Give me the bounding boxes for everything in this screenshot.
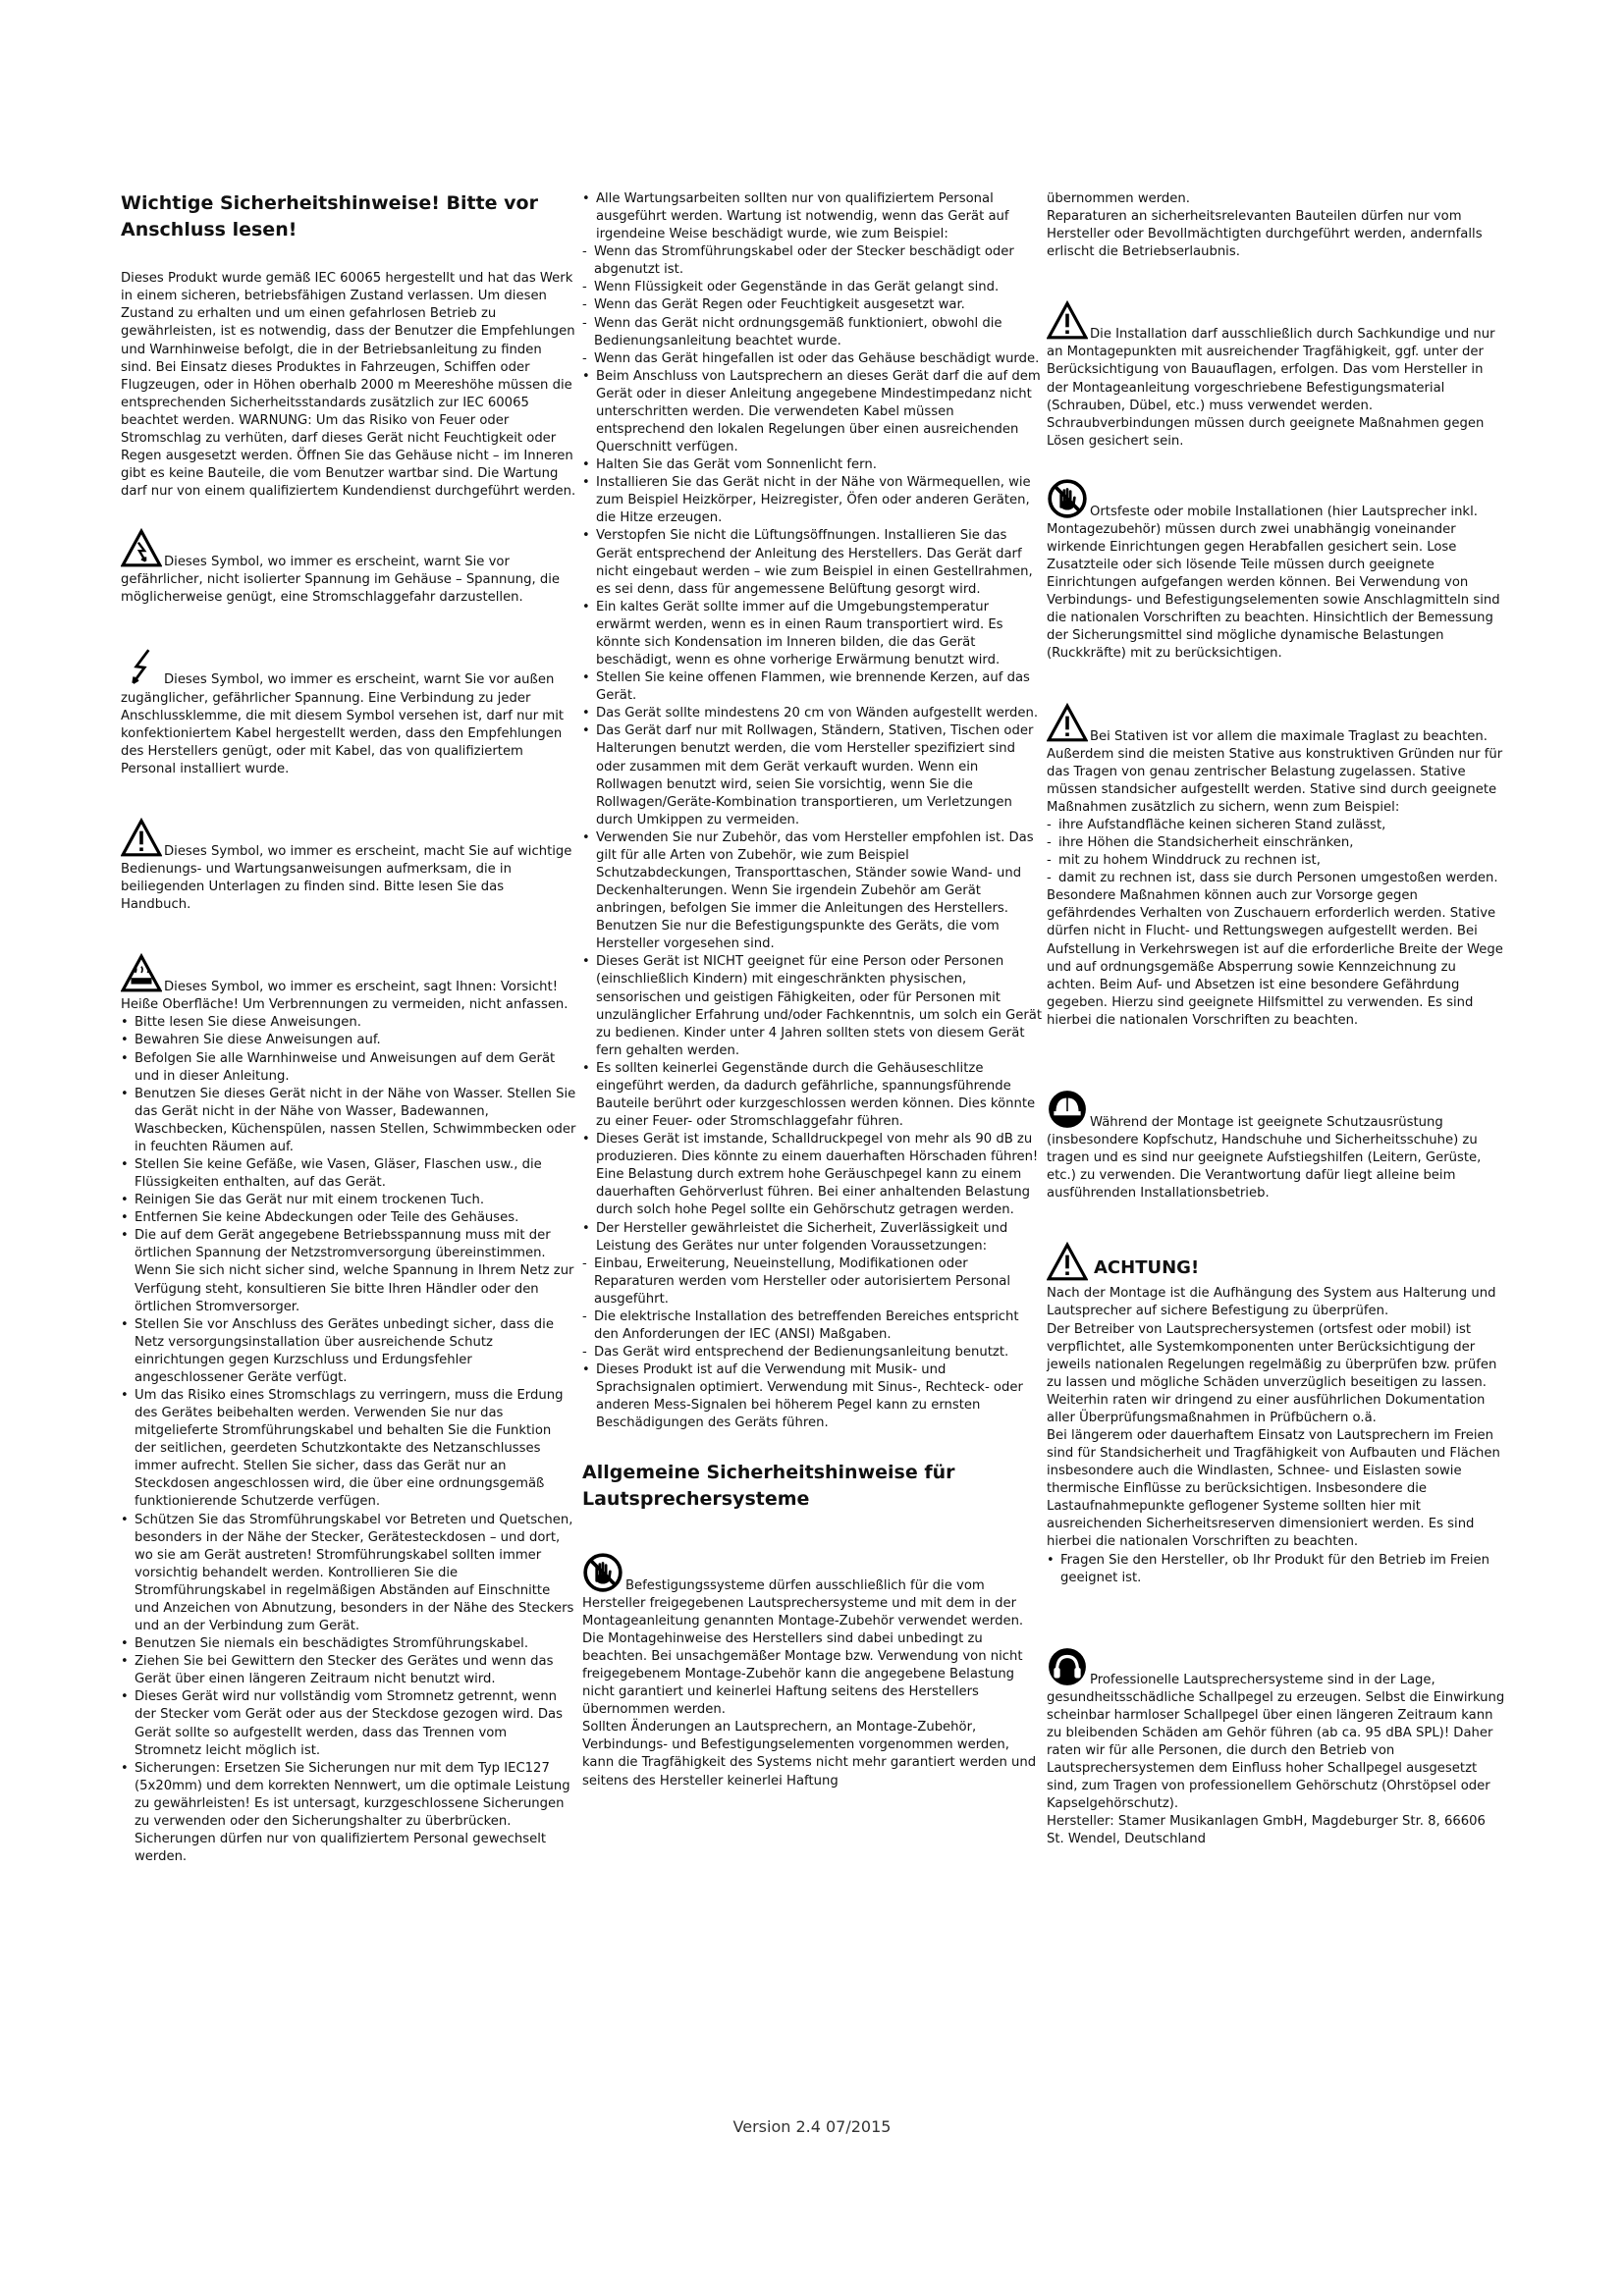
achtung-title: ACHTUNG! — [1094, 1257, 1200, 1279]
list-item: • Reinigen Sie das Gerät nur mit einem trockenen Tuch. — [121, 1192, 576, 1209]
stands-conditions-list — [1047, 817, 1506, 887]
list-item: • Verstopfen Sie nicht die Lüftungsöffnungen. Installieren Sie das Gerät entsprechend der Anleitung des Herstellers. Das Gerät darf nicht eingebaut werden – wie zum Beispiel in einen Gestellrahmen, es sei denn, dass für angemessene Belüftung gesorgt wird. — [582, 527, 1042, 598]
list-item: - Die elektrische Installation des betreffenden Bereiches entspricht den Anforderungen der IEC (ANSI) Maßgaben. — [582, 1308, 1042, 1344]
column-middle — [582, 190, 1042, 1790]
list-item: - ihre Aufstandfläche keinen sicheren Stand zulässt, — [1047, 817, 1506, 834]
list-item: • Sicherungen: Ersetzen Sie Sicherungen nur mit dem Typ IEC127 (5x20mm) und dem korrekten Nennwert, um die optimale Leistung zu gewährleisten! Es ist untersagt, kurzgeschlossene Sicherungen zu verwenden oder den Sicherungshalter zu überbrücken. Sicherungen dürfen nur von qualifiziertem Personal gewechselt werden. — [121, 1760, 576, 1866]
symbol-hot-text: Dieses Symbol, wo immer es erscheint, sagt Ihnen: Vorsicht! Heiße Oberfläche! Um Verbrennungen zu vermeiden, nicht anfassen. — [121, 980, 568, 1013]
electric-shock-warning-icon — [121, 528, 162, 569]
achtung-heading — [1047, 1242, 1506, 1285]
symbol-hot-block — [121, 953, 576, 1014]
installation-text: Die Installation darf ausschließlich durch Sachkundige und nur an Montagepunkten mit ausreichender Tragfähigkeit, ggf. unter der Berücksichtigung von Bauauflagen, erfolgen. Das vom Hersteller in der Montageanleitung vorgeschriebene Befestigungsmaterial (Schrauben, Dübel, etc.) muss verwendet werden. Schraubverbindungen müssen durch geeignete Maßnahmen gegen Lösen gesichert sein. — [1047, 327, 1495, 449]
mounting-text: Befestigungssysteme dürfen ausschließlich für die vom Hersteller freigegebenen Lautsprechersysteme und mit dem in der Montageanleitung genannten Montage-Zubehör verwendet werden. Die Montagehinweise des Herstellers sind dabei unbedingt zu beachten. Bei unsachgemäßer Montage bzw. Verwendung von nicht freigegebenem Montage-Zubehör kann die angegebene Belastung nicht garantiert und keinerlei Haftung seitens des Herstellers übernommen werden. — [582, 1577, 1024, 1718]
symbol-bolt-block — [121, 646, 576, 777]
version-footer: Version 2.4 07/2015 — [732, 2117, 892, 2136]
symbol-voltage-block — [121, 528, 576, 607]
spl-text: Professionelle Lautsprechersysteme sind in der Lage, gesundheitsschädliche Schallpegel zu erzeugen. Selbst die Einwirkung scheinbar harmloser Schallpegel über einen längeren Zeitraum kann zu bleibenden Schäden am Gehör führen (ab ca. 95 dBA SPL)! Daher raten wir für alle Personen, die durch den Betrieb von Lautsprechersystemen dem Einfluss hoher Schallpegel ausgesetzt sind, zum Tragen von professionellem Gehörschutz (Ohrstöpsel oder Kapselgehörschutz). — [1047, 1672, 1505, 1812]
list-item: • Es sollten keinerlei Gegenstände durch die Gehäuseschlitze eingeführt werden, da dadurch gefährliche, spannungsführende Bauteile berührt oder kurzgeschlossen werden können. Dies könnte zu einer Feuer- oder Stromschlaggefahr führen. — [582, 1060, 1042, 1131]
helmet-icon — [1047, 1089, 1088, 1130]
exclamation-warning-icon — [121, 818, 162, 859]
list-item: • Stellen Sie vor Anschluss des Gerätes unbedingt sicher, dass die Netz versorgungsinstallation über ausreichende Schutz einrichtungen gegen Kurzschluss und Erdungsfehler angeschlossener Geräte verfügt. — [121, 1316, 576, 1387]
list-item: • Bitte lesen Sie diese Anweisungen. — [121, 1014, 576, 1032]
stands-block — [1047, 703, 1506, 817]
hot-surface-warning-icon — [121, 953, 162, 994]
intro-paragraph: Dieses Produkt wurde gemäß IEC 60065 hergestellt und hat das Werk in einem sicheren, betriebsfähigen Zustand verlassen. Um diesen Zustand zu erhalten und um einen gefahrlosen Betrieb zu gewährleisten, ist es notwendig, dass der Benutzer die Empfehlungen und Warnhinweise befolgt, die in der Betriebsanleitung zu finden sind. Bei Einsatz dieses Produktes in Fahrzeugen, Schiffen oder Flugzeugen, oder in Höhen oberhalb 2000 m Meereshöhe müssen die entsprechenden Sicherheitsstandards zusätzlich zur IEC 60065 beachtet werden. WARNUNG: Um das Risiko von Feuer oder Stromschlag zu verhüten, darf dieses Gerät nicht Feuchtigkeit oder Regen ausgesetzt werden. Öffnen Sie das Gehäuse nicht – im Inneren gibt es keine Bauteile, die vom Benutzer wartbar sind. Die Wartung darf nur von einem qualifiziertem Kundendienst durchgeführt werden. — [121, 271, 576, 500]
mounting-block — [582, 1552, 1042, 1720]
stands-paragraph-2: Besondere Maßnahmen können auch zur Vorsorge gegen gefährdendes Verhalten von Zuschauern erforderlich werden. Stative dürfen nicht in Flucht- und Rettungswegen aufgestellt werden. Bei Aufstellung in Verkehrswegen ist auf die erforderliche Breite der Wege und auf ordnungsgemäße Absperrung sowie Kennzeichnung zu achten. Beim Auf- und Absetzen ist eine besondere Gefährdung gegeben. Hierzu sind geeignete Hilfsmittel zu verwenden. Es sind hierbei die nationalen Vorschriften zu beachten. — [1047, 888, 1503, 1028]
outdoor-paragraph: Bei längerem oder dauerhaftem Einsatz von Lautsprechern im Freien sind für Standsicherheit und Tragfähigkeit von Aufbauten und Flächen insbesondere auch die Windlasten, Schnee- und Eislasten sowie thermische Einflüsse zu berücksichtigen. Insbesondere die Lastaufnahmepunkte geflogener Systeme sollten hier mit ausreichenden Sicherheitsreserven dimensioniert werden. Es sind hierbei die nationalen Vorschriften zu beachten. — [1047, 1427, 1500, 1550]
changes-paragraph: Sollten Änderungen an Lautsprechern, an Montage-Zubehör, Verbindungs- und Befestigungselementen vorgenommen werden, kann die Tragfähigkeit des Systems nicht mehr garantiert werden und seitens des Hersteller keinerlei Haftung — [582, 1720, 1037, 1789]
list-item: - ihre Höhen die Standsicherheit einschränken, — [1047, 834, 1506, 852]
list-item: • Befolgen Sie alle Warnhinweise und Anweisungen auf dem Gerät und in dieser Anleitung. — [121, 1050, 576, 1086]
list-item: • Schützen Sie das Stromführungskabel vor Betreten und Quetschen, besonders in der Nähe der Stecker, Gerätesteckdosen – und dort, wo sie am Gerät austreten! Stromführungskabel sollten immer vorsichtig behandelt werden. Kontrollieren Sie die Stromführungskabel in regelmäßigen Abständen auf Einschnitte und Anzeichen von Abnutzung, besonders in der Nähe des Steckers und an der Verbindung zum Gerät. — [121, 1512, 576, 1636]
list-item: • Das Gerät darf nur mit Rollwagen, Ständern, Stativen, Tischen oder Halterungen benutzt werden, die vom Hersteller spezifiziert sind oder zusammen mit dem Gerät verkauft wurden. Wenn ein Rollwagen benutzt wird, seien Sie vorsichtig, wenn Sie die Rollwagen/Geräte-Kombination transportieren, um Verletzungen durch Umkippen zu vermeiden. — [582, 722, 1042, 828]
list-item: • Die auf dem Gerät angegebene Betriebsspannung muss mit der örtlichen Spannung der Netzstromversorgung übereinstimmen. Wenn Sie sich nicht sicher sind, welche Spannung in Ihrem Netz zur Verfügung steht, konsultieren Sie bitte Ihren Händler oder den örtlichen Stromversorger. — [121, 1227, 576, 1315]
stands-text: Bei Stativen ist vor allem die maximale Traglast zu beachten. Außerdem sind die meisten Stative aus konstruktiven Gründen nur für das Tragen von genau zentrischer Belastung zugelassen. Stative müssen standsicher aufgestellt werden. Stative sind durch geeignete Maßnahmen zusätzlich zu sichern, wenn zum Beispiel: — [1047, 728, 1503, 815]
ear-protection-icon — [1047, 1646, 1088, 1687]
column-left — [121, 190, 576, 1866]
list-item: • Installieren Sie das Gerät nicht in der Nähe von Wärmequellen, wie zum Beispiel Heizkörper, Heizregister, Öfen oder anderen Geräten, die Hitze erzeugen. — [582, 474, 1042, 527]
list-item: • Halten Sie das Gerät vom Sonnenlicht fern. — [582, 456, 1042, 474]
list-item: • Dieses Gerät ist imstande, Schalldruckpegel von mehr als 90 dB zu produzieren. Dies könnte zu einem dauerhaften Hörschaden führen! Eine Belastung durch extrem hohe Geräuschpegel kann zu einem dauerhaften Gehörverlust führen. Bei einer anhaltenden Belastung durch solch hohe Pegel sollte ein Gehörschutz getragen werden. — [582, 1131, 1042, 1219]
list-item: - damit zu rechnen ist, dass sie durch Personen umgestoßen werden. — [1047, 870, 1506, 887]
continued-text: übernommen werden. — [1047, 191, 1190, 206]
list-item: • Dieses Gerät wird nur vollständig vom Stromnetz getrennt, wenn der Stecker vom Gerät oder aus der Steckdose gezogen wird. Das Gerät sollte so aufgestellt werden, dass das Trennen vom Stromnetz leicht möglich ist. — [121, 1688, 576, 1759]
list-item: - Wenn Flüssigkeit oder Gegenstände in das Gerät gelangt sind. — [582, 279, 1042, 296]
list-item: • Alle Wartungsarbeiten sollten nur von qualifiziertem Personal ausgeführt werden. Wartung ist notwendig, wenn das Gerät auf irgendeine Weise beschädigt wurde, wie zum Beispiel: — [582, 190, 1042, 243]
prohibition-hand-icon — [582, 1552, 623, 1593]
exclamation-warning-icon — [1047, 1242, 1088, 1283]
installation-block — [1047, 300, 1506, 451]
list-item: • Ziehen Sie bei Gewittern den Stecker des Gerätes und wenn das Gerät über einen längeren Zeitraum nicht benutzt wird. — [121, 1653, 576, 1688]
list-item: - Wenn das Gerät hingefallen ist oder das Gehäuse beschädigt wurde. — [582, 350, 1042, 368]
list-item: - Wenn das Stromführungskabel oder der Stecker beschädigt oder abgenutzt ist. — [582, 243, 1042, 279]
prohibition-hand-icon — [1047, 478, 1088, 519]
list-item: - Wenn das Gerät nicht ordnungsgemäß funktioniert, obwohl die Bedienungsanleitung beachtet wurde. — [582, 315, 1042, 350]
symbol-voltage-text: Dieses Symbol, wo immer es erscheint, warnt Sie vor gefährlicher, nicht isolierter Spannung im Gehäuse – Spannung, die möglicherweise genügt, eine Stromschlaggefahr darzustellen. — [121, 555, 560, 606]
symbol-exclaim-text: Dieses Symbol, wo immer es erscheint, macht Sie auf wichtige Bedienungs- und Wartungsanweisungen aufmerksam, die in beiliegenden Unterlagen zu finden sind. Bitte lesen Sie das Handbuch. — [121, 843, 572, 913]
list-item: • Benutzen Sie niemals ein beschädigtes Stromführungskabel. — [121, 1635, 576, 1653]
list-item: • Verwenden Sie nur Zubehör, das vom Hersteller empfohlen ist. Das gilt für alle Arten von Zubehör, wie zum Beispiel Schutzabdeckungen, Transporttaschen, Ständer sowie Wand- und Deckenhalterungen. Wenn Sie irgendein Zubehör am Gerät anbringen, befolgen Sie immer die Anleitungen des Herstellers. Benutzen Sie nur die Befestigungspunkte des Geräts, die vom Hersteller vorgesehen sind. — [582, 829, 1042, 954]
exclamation-warning-icon — [1047, 300, 1088, 342]
list-item: - mit zu hohem Winddruck zu rechnen ist, — [1047, 852, 1506, 870]
list-item: • Entfernen Sie keine Abdeckungen oder Teile des Gehäuses. — [121, 1209, 576, 1227]
operator-paragraph: Der Betreiber von Lautsprechersystemen (ortsfest oder mobil) ist verpflichtet, alle Systemkomponenten unter Berücksichtigung der jeweils nationalen Regelungen regelmäßig zu überprüfen bzw. prüfen zu lassen und mögliche Schäden unverzüglich beseitigen zu lassen. Weiterhin raten wir dringend zu einer ausführlichen Dokumentation aller Überprüfungsmaßnahmen in Prüfbüchern o.ä. — [1047, 1321, 1497, 1425]
conditions-list — [582, 1255, 1042, 1362]
fixed-install-block — [1047, 478, 1506, 664]
list-item: • Dieses Gerät ist NICHT geeignet für eine Person oder Personen (einschließlich Kindern) mit eingeschränkten physischen, sensorischen und geistigen Fähigkeiten, oder für Personen mit unzulänglicher Erfahrung und/oder Fachkenntnis, um solch ein Gerät zu bedienen. Kinder unter 4 Jahren sollten stets von diesem Gerät fern gehalten werden. — [582, 953, 1042, 1059]
list-item: • Stellen Sie keine offenen Flammen, wie brennende Kerzen, auf das Gerät. — [582, 669, 1042, 705]
signal-bullet-list — [582, 1362, 1042, 1432]
symbol-exclaim-block — [121, 818, 576, 914]
ppe-text: Während der Montage ist geeignete Schutzausrüstung (insbesondere Kopfschutz, Handschuhe und Sicherheitsschuhe) zu tragen und es sind nur geeignete Aufstiegshilfen (Leitern, Gerüste, etc.) zu verwenden. Die Verantwortung dafür liegt alleine beim ausführenden Installationsbetrieb. — [1047, 1114, 1482, 1201]
list-item: • Dieses Produkt ist auf die Verwendung mit Musik- und Sprachsignalen optimiert. Verwendung mit Sinus-, Rechteck- oder anderen Mess-Signalen bei höherem Pegel kann zu ernsten Beschädigungen des Geräts führen. — [582, 1362, 1042, 1432]
list-item: • Stellen Sie keine Gefäße, wie Vasen, Gläser, Flaschen usw., die Flüssigkeiten enthalten, auf das Gerät. — [121, 1156, 576, 1192]
spl-block — [1047, 1646, 1506, 1814]
list-item: • Fragen Sie den Hersteller, ob Ihr Produkt für den Betrieb im Freien geeignet ist. — [1047, 1552, 1506, 1587]
list-item: - Einbau, Erweiterung, Neueinstellung, Modifikationen oder Reparaturen werden vom Hersteller oder autorisiertem Personal ausgeführt. — [582, 1255, 1042, 1308]
ppe-block — [1047, 1089, 1506, 1202]
list-item: • Bewahren Sie diese Anweisungen auf. — [121, 1032, 576, 1049]
main-title: Wichtige Sicherheitshinweise! Bitte vor Anschluss lesen! — [121, 192, 538, 240]
repairs-paragraph: Reparaturen an sicherheitsrelevanten Bauteilen dürfen nur vom Hersteller oder Bevollmächtigten durchgeführt werden, andernfalls erlischt die Betriebserlaubnis. — [1047, 209, 1483, 260]
achtung-paragraph: Nach der Montage ist die Aufhängung des System aus Halterung und Lautsprecher auf sichere Befestigung zu überprüfen. — [1047, 1286, 1496, 1319]
symbol-bolt-text: Dieses Symbol, wo immer es erscheint, warnt Sie vor außen zugänglicher, gefährlicher Spannung. Eine Verbindung zu jeder Anschlussklemme, die mit diesem Symbol versehen ist, darf nur mit konfektioniertem Kabel hergestellt werden, dass den Empfehlungen des Herstellers genügt, oder mit Kabel, das von qualifiziertem Personal installiert wurde. — [121, 672, 565, 776]
device-bullet-list — [582, 368, 1042, 1255]
section-title-loudspeakers: Allgemeine Sicherheitshinweise für Lautsprechersysteme — [582, 1462, 955, 1511]
list-item: - Wenn das Gerät Regen oder Feuchtigkeit ausgesetzt war. — [582, 296, 1042, 314]
fixed-install-text: Ortsfeste oder mobile Installationen (hier Lautsprecher inkl. Montagezubehör) müssen durch zwei unabhängig voneinander wirkende Einrichtungen gegen Herabfallen gesichert sein. Lose Zusatzteile oder sich lösende Teile müssen durch geeignete Einrichtungen aufgefangen werden können. Bei Verwendung von Verbindungs- und Befestigungselementen sowie Anschlagmitteln sind die nationalen Vorschriften zu beachten. Hinsichtlich der Bemessung der Sicherungsmittel sind mögliche dynamische Belastungen (Ruckkräfte) mit zu berücksichtigen. — [1047, 504, 1500, 662]
outdoor-bullet-list — [1047, 1552, 1506, 1587]
list-item: - Das Gerät wird entsprechend der Bedienungsanleitung benutzt. — [582, 1344, 1042, 1362]
list-item: • Der Hersteller gewährleistet die Sicherheit, Zuverlässigkeit und Leistung des Gerätes nur unter folgenden Voraussetzungen: — [582, 1220, 1042, 1255]
safety-bullet-list — [121, 1014, 576, 1866]
column-right — [1047, 190, 1506, 1848]
lightning-bolt-icon — [121, 646, 162, 687]
list-item: • Beim Anschluss von Lautsprechern an dieses Gerät darf die auf dem Gerät oder in dieser Anleitung angegebene Mindestimpedanz nicht unterschritten werden. Die verwendeten Kabel müssen entsprechend den lokalen Regelungen über einen ausreichenden Querschnitt verfügen. — [582, 368, 1042, 456]
manufacturer-address: Hersteller: Stamer Musikanlagen GmbH, Magdeburger Str. 8, 66606 St. Wendel, Deutschland — [1047, 1814, 1486, 1847]
damage-conditions-list — [582, 243, 1042, 368]
list-item: • Das Gerät sollte mindestens 20 cm von Wänden aufgestellt werden. — [582, 705, 1042, 722]
list-item: • Ein kaltes Gerät sollte immer auf die Umgebungstemperatur erwärmt werden, wenn es in einen Raum transportiert wird. Es könnte sich Kondensation im Inneren bilden, die das Gerät beschädigt, wenn es ohne vorherige Erwärmung benutzt wird. — [582, 599, 1042, 669]
list-item: • Um das Risiko eines Stromschlags zu verringern, muss die Erdung des Gerätes beibehalten werden. Verwenden Sie nur das mitgelieferte Stromführungskabel und behalten Sie die Funktion der seitlichen, geerdeten Schutzkontakte des Netzanschlusses immer aufrecht. Stellen Sie sicher, dass das Gerät nur an Steckdosen angeschlossen wird, die über eine ordnungsgemäß funktionierende Schutzerde verfügen. — [121, 1387, 576, 1512]
maintenance-list — [582, 190, 1042, 243]
exclamation-warning-icon — [1047, 703, 1088, 744]
list-item: • Benutzen Sie dieses Gerät nicht in der Nähe von Wasser. Stellen Sie das Gerät nicht in der Nähe von Wasser, Badewannen, Waschbecken, Küchenspülen, nassen Stellen, Schwimmbecken oder in feuchten Räumen auf. — [121, 1086, 576, 1156]
